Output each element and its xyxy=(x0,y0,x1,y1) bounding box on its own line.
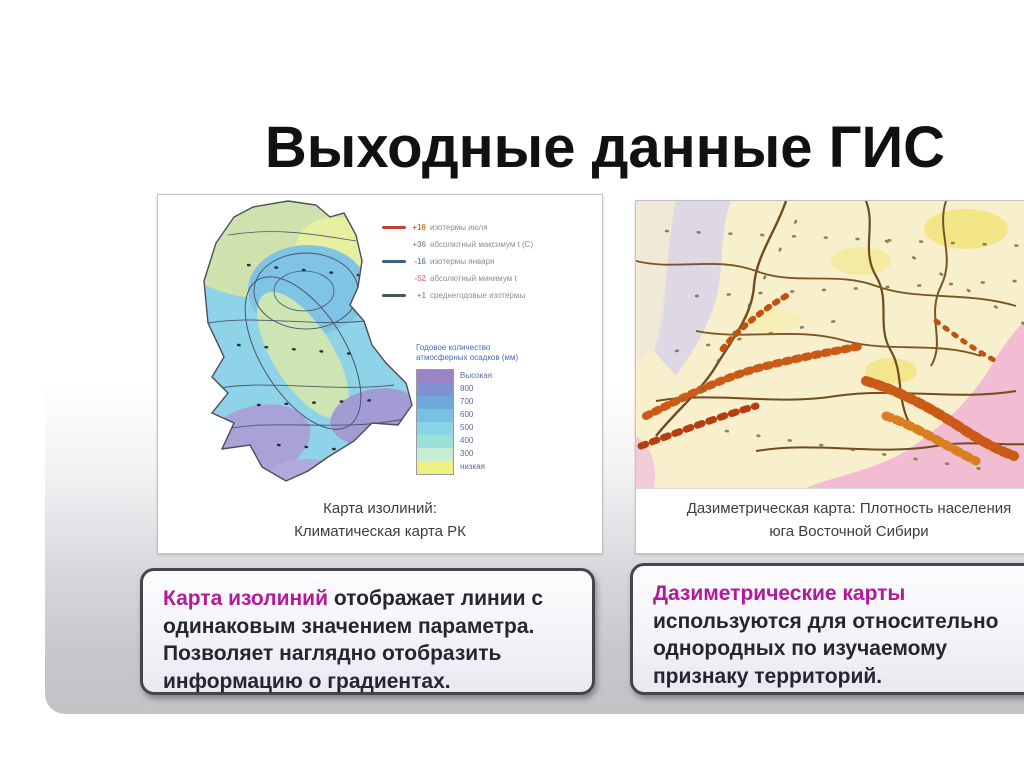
legend-row xyxy=(382,291,592,300)
legend-label: изотермы июля xyxy=(430,223,488,232)
isoline-map-image xyxy=(158,195,602,489)
legend-row xyxy=(382,240,592,249)
legend-line-swatch xyxy=(382,294,406,297)
isoline-note-body: отображает линии с одинаковым значением параметра. Позволяет наглядно отобразить информацию о градиентах. xyxy=(163,587,544,694)
scale-cell xyxy=(417,383,453,396)
isoline-note-box xyxy=(140,568,595,695)
legend-value: -16 xyxy=(414,257,426,266)
scale-cell xyxy=(417,461,453,474)
legend-line-swatch xyxy=(382,277,406,280)
isoline-map-panel xyxy=(157,194,603,554)
isoline-line-legend xyxy=(382,223,592,308)
legend-label: изотермы января xyxy=(430,257,495,266)
scale-legend-title: Годовое количество атмосферных осадков (мм) xyxy=(416,343,519,363)
dasymetric-note-body: используются для относительно однородных по изучаемому признаку территорий. xyxy=(653,609,999,689)
isoline-note-lead: Карта изолиний xyxy=(163,587,328,610)
legend-value: +36 xyxy=(412,240,426,249)
scale-cell xyxy=(417,448,453,461)
legend-row xyxy=(382,223,592,232)
legend-label: абсолютный минимум t xyxy=(430,274,517,283)
legend-value: +1 xyxy=(416,291,426,300)
isoline-map-caption: Карта изолиний: Климатическая карта РК xyxy=(294,500,466,540)
slide-title: Выходные данные ГИС xyxy=(264,115,946,180)
dasymetric-map-caption: Дазиметрическая карта: Плотность населения юга Восточной Сибири xyxy=(686,500,1012,540)
legend-label: среднегодовые изотермы xyxy=(430,291,526,300)
dasymetric-map-panel xyxy=(635,200,1024,554)
legend-line-swatch xyxy=(382,226,406,229)
precipitation-scale-legend xyxy=(416,343,586,475)
scale-cell xyxy=(417,370,453,383)
dasymetric-note-box xyxy=(630,563,1024,695)
legend-value: +16 xyxy=(412,223,426,232)
legend-value: -52 xyxy=(414,274,426,283)
legend-row xyxy=(382,257,592,266)
scale-cell xyxy=(417,396,453,409)
dasymetric-map-image xyxy=(636,201,1024,489)
scale-labels: Высокая 800 700 600 500 400 300 низкая xyxy=(460,370,493,471)
scale-cell xyxy=(417,435,453,448)
legend-label: абсолютный максимум t (C) xyxy=(430,240,534,249)
dasymetric-map-drawing xyxy=(636,201,1024,488)
color-scale-bar xyxy=(416,369,454,475)
dasymetric-note-lead: Дазиметрические карты xyxy=(653,582,906,605)
slide-background xyxy=(45,22,1024,714)
legend-row xyxy=(382,274,592,283)
legend-line-swatch xyxy=(382,243,406,246)
scale-cell xyxy=(417,422,453,435)
legend-line-swatch xyxy=(382,260,406,263)
scale-cell xyxy=(417,409,453,422)
